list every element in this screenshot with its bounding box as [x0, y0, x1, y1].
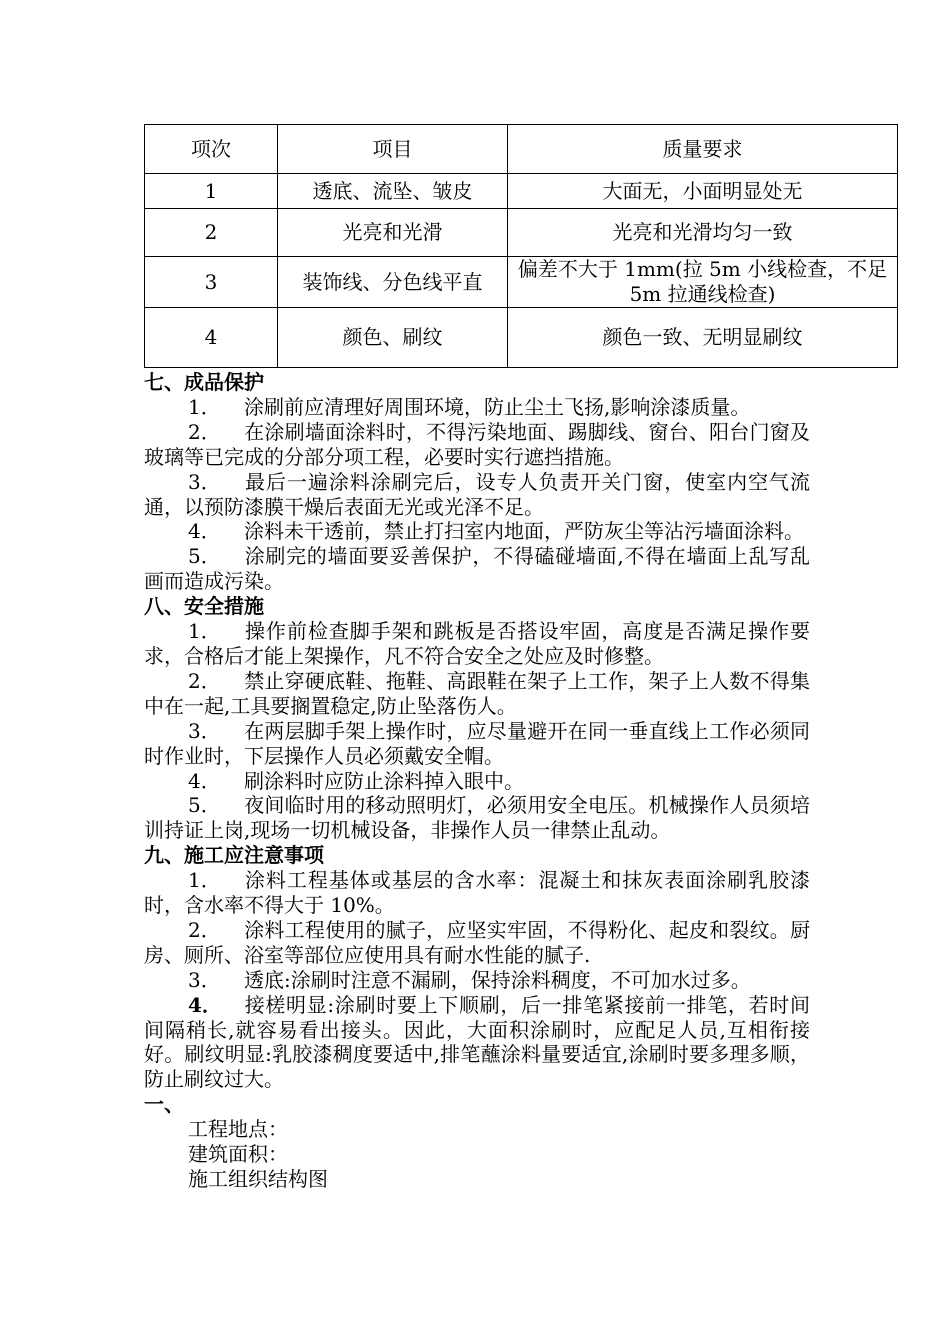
- quality-requirements-table: [144, 124, 898, 368]
- item-text: 涂刷完的墙面要妥善保护，不得磕碰墙面,不得在墙面上乱写乱画而造成污染。: [144, 544, 810, 594]
- table-row: [145, 257, 898, 308]
- list-item: [144, 669, 810, 719]
- item-text: 涂料工程基体或基层的含水率：混凝土和抹灰表面涂刷乳胶漆时，含水率不得大于 10%。: [144, 868, 810, 918]
- list-item: [144, 519, 810, 544]
- list-item: [144, 968, 810, 993]
- item-text: 操作前检查脚手架和跳板是否搭设牢固，高度是否满足操作要求，合格后才能上架操作，凡不符合安全之处应及时修整。: [144, 619, 810, 668]
- item-number: 1．: [188, 619, 221, 644]
- list-item: [144, 619, 810, 669]
- building-area-label: 建筑面积：: [188, 1142, 288, 1167]
- item-number: 2．: [188, 917, 221, 942]
- section-heading: 一、: [144, 1092, 184, 1117]
- table-cell: 2: [145, 209, 278, 257]
- table-cell: 光亮和光滑均匀一致: [508, 209, 898, 257]
- table-cell: 装饰线、分色线平直: [278, 257, 508, 308]
- list-item: [144, 395, 810, 420]
- item-number: 4．: [188, 992, 222, 1017]
- table-cell: 光亮和光滑: [278, 209, 508, 257]
- table-cell: 颜色一致、无明显刷纹: [508, 308, 898, 368]
- table-cell: 3: [145, 257, 278, 308]
- section-heading: 八、安全措施: [144, 594, 264, 619]
- table-row: [145, 308, 898, 368]
- table-header-cell: 质量要求: [508, 125, 898, 174]
- item-number: 2．: [188, 419, 221, 444]
- item-text: 涂刷前应清理好周围环境，防止尘土飞扬,影响涂漆质量。: [244, 394, 751, 419]
- list-item: [144, 993, 810, 1093]
- table-cell: 颜色、刷纹: [278, 308, 508, 368]
- list-item: [144, 868, 810, 918]
- item-number: 1．: [188, 868, 221, 893]
- item-number: 3．: [188, 469, 221, 494]
- table-header-cell: 项目: [278, 125, 508, 174]
- list-item: [144, 470, 810, 520]
- item-text: 最后一遍涂料涂刷完后，设专人负责开关门窗，使室内空气流通，以预防漆膜干燥后表面无光或光泽不足。: [144, 469, 810, 519]
- item-text: 刷涂料时应防止涂料掉入眼中。: [244, 768, 524, 793]
- list-item: [144, 793, 810, 843]
- list-item: [144, 544, 810, 594]
- table-header-row: [145, 125, 898, 174]
- item-text: 涂料未干透前，禁止打扫室内地面，严防灰尘等沾污墙面涂料。: [244, 519, 804, 544]
- item-number: 3．: [188, 967, 221, 992]
- table-row: [145, 174, 898, 209]
- table-cell: 大面无，小面明显处无: [508, 174, 898, 209]
- list-item: [144, 769, 810, 794]
- list-item: [144, 719, 810, 769]
- item-number: 5．: [188, 793, 221, 818]
- item-text: 在涂刷墙面涂料时，不得污染地面、踢脚线、窗台、阳台门窗及玻璃等已完成的分部分项工程，必要时实行遮挡措施。: [144, 419, 810, 469]
- org-chart-label: 施工组织结构图: [188, 1167, 328, 1191]
- item-number: 5．: [188, 544, 221, 569]
- table-cell: 偏差不大于 1mm(拉 5m 小线检查，不足 5m 拉通线检查): [508, 257, 898, 308]
- section-heading: 七、成品保护: [144, 370, 264, 394]
- project-location-label: 工程地点：: [188, 1117, 288, 1142]
- item-number: 4．: [188, 768, 221, 793]
- item-number: 2．: [188, 668, 221, 693]
- item-text: 禁止穿硬底鞋、拖鞋、高跟鞋在架子上工作，架子上人数不得集中在一起,工具要搁置稳定,防止坠落伤人。: [144, 668, 810, 718]
- item-text: 涂料工程使用的腻子，应坚实牢固，不得粉化、起皮和裂纹。厨房、厕所、浴室等部位应使用具有耐水性能的腻子.: [144, 917, 810, 967]
- item-number: 4．: [188, 519, 221, 544]
- section-heading: 九、施工应注意事项: [144, 843, 324, 868]
- item-number: 3．: [188, 718, 221, 743]
- item-text: 在两层脚手架上操作时，应尽量避开在同一垂直线上工作必须同时作业时，下层操作人员必须戴安全帽。: [144, 718, 810, 768]
- table-cell: 1: [145, 174, 278, 209]
- table-cell: 透底、流坠、皱皮: [278, 174, 508, 209]
- item-text: 夜间临时用的移动照明灯，必须用安全电压。机械操作人员须培训持证上岗,现场一切机械设备，非操作人员一律禁止乱动。: [144, 793, 810, 843]
- table-cell: 4: [145, 308, 278, 368]
- item-number: 1．: [188, 394, 221, 419]
- document-body: [144, 370, 810, 1192]
- table-row: [145, 209, 898, 257]
- item-text: 接槎明显:涂刷时要上下顺刷，后一排笔紧接前一排笔，若时间间隔稍长,就容易看出接头。因此，大面积涂刷时，应配足人员,互相衔接好。刷纹明显:乳胶漆稠度要适中,排笔蘸涂料量要适宜,涂刷时要多理多顺，防止刷纹过大。: [144, 992, 810, 1092]
- table-header-cell: 项次: [145, 125, 278, 174]
- list-item: [144, 420, 810, 470]
- list-item: [144, 918, 810, 968]
- item-text: 透底:涂刷时注意不漏刷，保持涂料稠度，不可加水过多。: [244, 967, 751, 992]
